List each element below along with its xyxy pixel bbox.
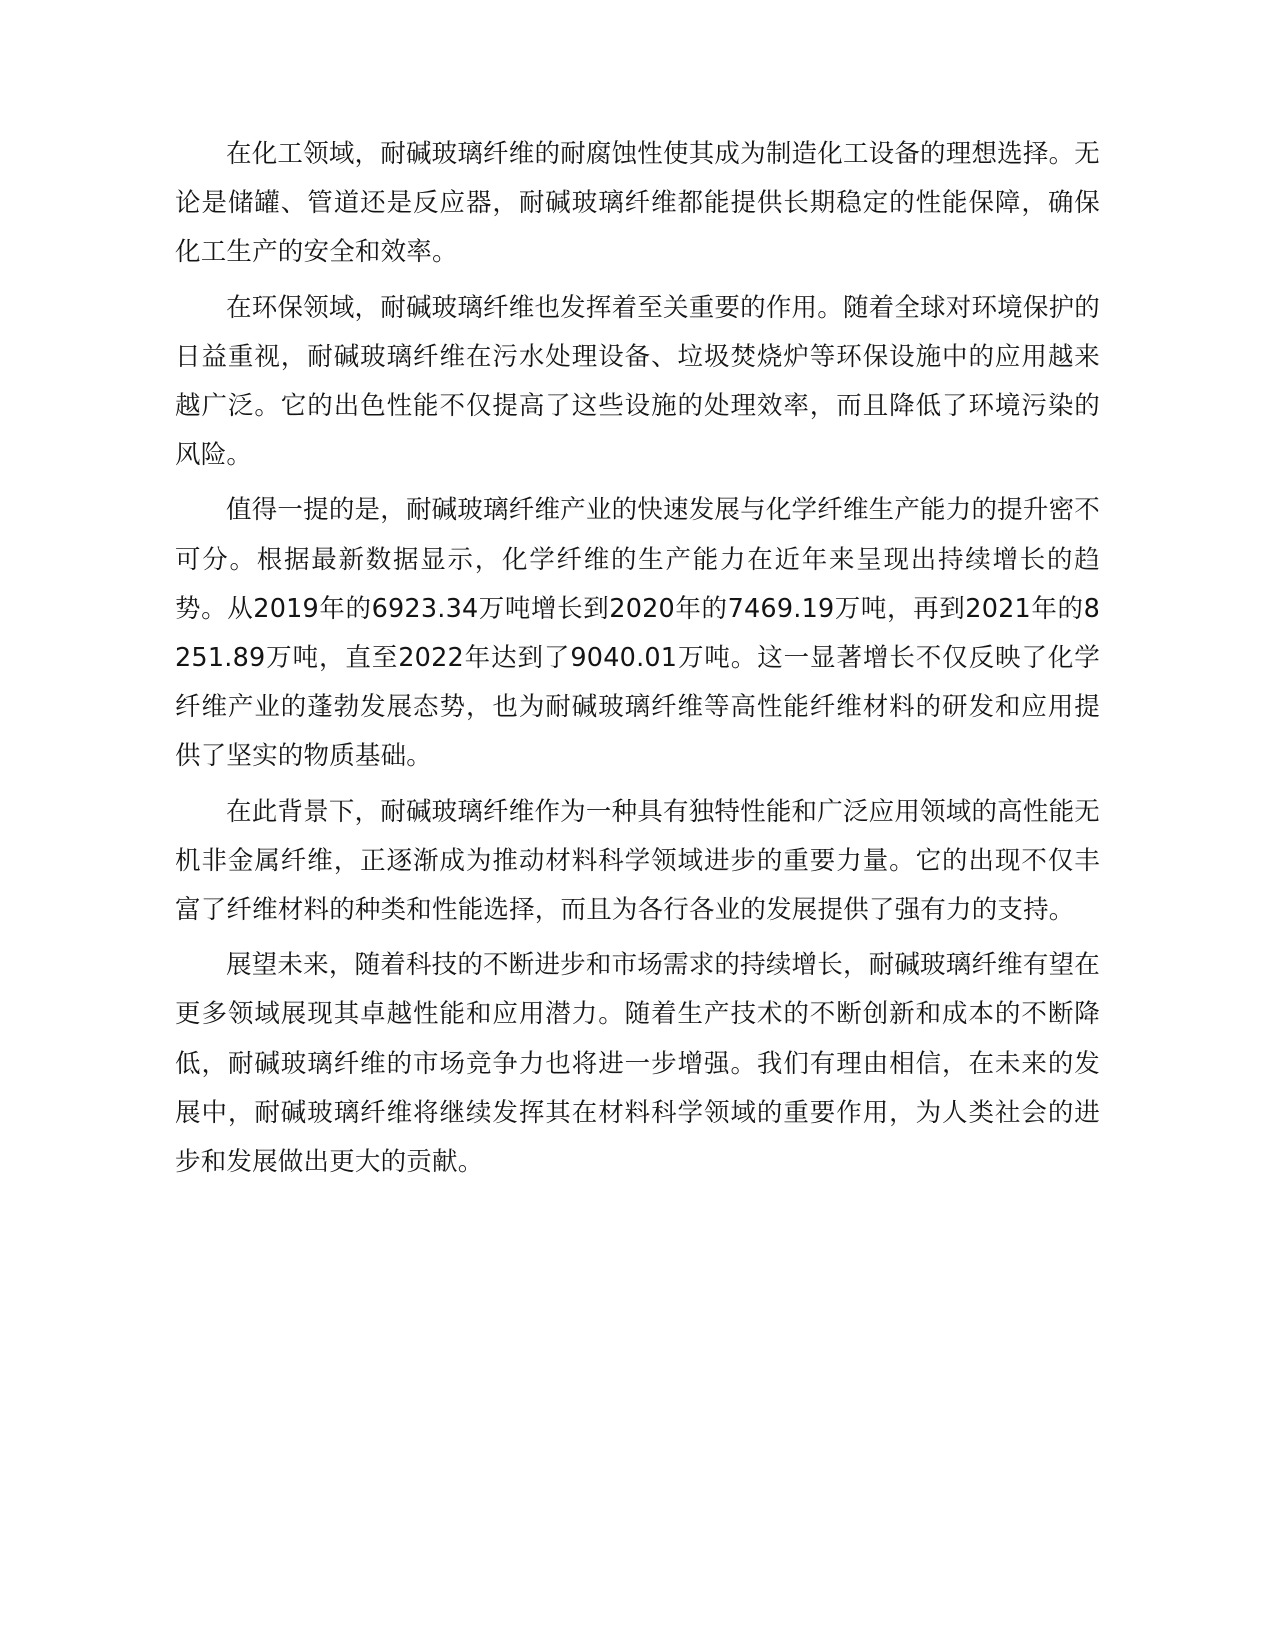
paragraph-future-outlook: 展望未来，随着科技的不断进步和市场需求的持续增长，耐碱玻璃纤维有望在更多领域展现其卓越性能和应用潜力。随着生产技术的不断创新和成本的不断降低，耐碱玻璃纤维的市场竞争力也将进一步增强。我们有理由相信，在未来的发展中，耐碱玻璃纤维将继续发挥其在材料科学领域的重要作用，为人类社会的进步和发展做出更大的贡献。 — [175, 950, 1100, 1178]
paragraph-environmental-protection: 在环保领域，耐碱玻璃纤维也发挥着至关重要的作用。随着全球对环境保护的日益重视，耐碱玻璃纤维在污水处理设备、垃圾焚烧炉等环保设施中的应用越来越广泛。它的出色性能不仅提高了这些设施的处理效率，而且降低了环境污染的风险。 — [175, 292, 1100, 471]
paragraph-chemical-industry: 在化工领域，耐碱玻璃纤维的耐腐蚀性使其成为制造化工设备的理想选择。无论是储罐、管道还是反应器，耐碱玻璃纤维都能提供长期稳定的性能保障，确保化工生产的安全和效率。 — [175, 139, 1100, 268]
paragraph-material-science-role: 在此背景下，耐碱玻璃纤维作为一种具有独特性能和广泛应用领域的高性能无机非金属纤维，正逐渐成为推动材料科学领域进步的重要力量。它的出现不仅丰富了纤维材料的种类和性能选择，而且为各行各业的发展提供了强有力的支持。 — [175, 796, 1100, 926]
document-body — [175, 130, 1100, 1187]
paragraph-production-capacity-data: 值得一提的是，耐碱玻璃纤维产业的快速发展与化学纤维生产能力的提升密不可分。根据最新数据显示，化学纤维的生产能力在近年来呈现出持续增长的趋势。从2019年的6923.34万吨增长到2020年的7469.19万吨，再到2021年的8251.89万吨，直至2022年达到了9040.01万吨。这一显著增长不仅反映了化学纤维产业的蓬勃发展态势，也为耐碱玻璃纤维等高性能纤维材料的研发和应用提供了坚实的物质基础。 — [175, 495, 1100, 772]
